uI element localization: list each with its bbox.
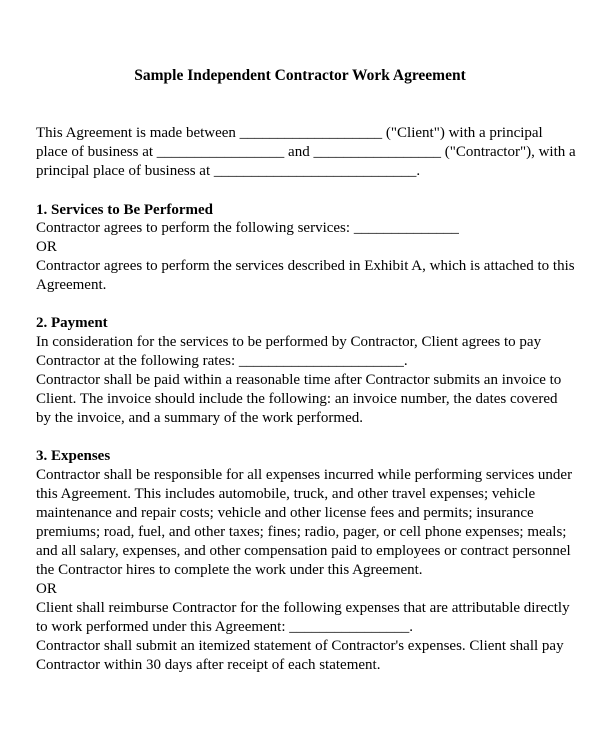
document-title: Sample Independent Contractor Work Agreement xyxy=(134,67,466,84)
section-line: Agreement. xyxy=(36,277,107,293)
intro-line: principal place of business at ___________________________. xyxy=(36,163,421,179)
section-heading-expenses: 3. Expenses xyxy=(36,448,111,464)
section-line: to work performed under this Agreement: ________________. xyxy=(36,619,414,635)
section-line: premiums; road, fuel, and other taxes; fines; radio, pager, or cell phone expenses; meals; xyxy=(36,524,567,540)
section-line: Contractor at the following rates: ______________________. xyxy=(36,353,408,369)
section-line: this Agreement. This includes automobile, truck, and other travel expenses; vehicle xyxy=(36,486,536,502)
section-line: Contractor agrees to perform the services described in Exhibit A, which is attached to this xyxy=(36,258,575,274)
section-line: the Contractor hires to complete the work under this Agreement. xyxy=(36,562,423,578)
section-line: Contractor agrees to perform the following services: ______________ xyxy=(36,220,459,236)
section-line: Client. The invoice should include the following: an invoice number, the dates covered xyxy=(36,391,558,407)
section-line: OR xyxy=(36,581,57,597)
intro-line: place of business at _________________ and _________________ ("Contractor"), with a xyxy=(36,144,576,160)
section-heading-payment: 2. Payment xyxy=(36,315,108,331)
section-line: Contractor shall be responsible for all expenses incurred while performing services under xyxy=(36,467,573,483)
section-line: Contractor shall be paid within a reasonable time after Contractor submits an invoice to xyxy=(36,372,562,388)
section-line: Client shall reimburse Contractor for the following expenses that are attributable directly xyxy=(36,600,570,616)
section-line: Contractor shall submit an itemized statement of Contractor's expenses. Client shall pay xyxy=(36,638,564,654)
section-line: Contractor within 30 days after receipt of each statement. xyxy=(36,657,381,673)
intro-line: This Agreement is made between ___________________ ("Client") with a principal xyxy=(36,125,543,141)
section-line: by the invoice, and a summary of the work performed. xyxy=(36,410,363,426)
section-line: OR xyxy=(36,239,57,255)
section-line: maintenance and repair costs; vehicle and other license fees and permits; insurance xyxy=(36,505,534,521)
section-line: In consideration for the services to be performed by Contractor, Client agrees to pay xyxy=(36,334,542,350)
section-line: and all salary, expenses, and other compensation paid to employees or contract personnel xyxy=(36,543,571,559)
section-heading-services: 1. Services to Be Performed xyxy=(36,202,214,218)
